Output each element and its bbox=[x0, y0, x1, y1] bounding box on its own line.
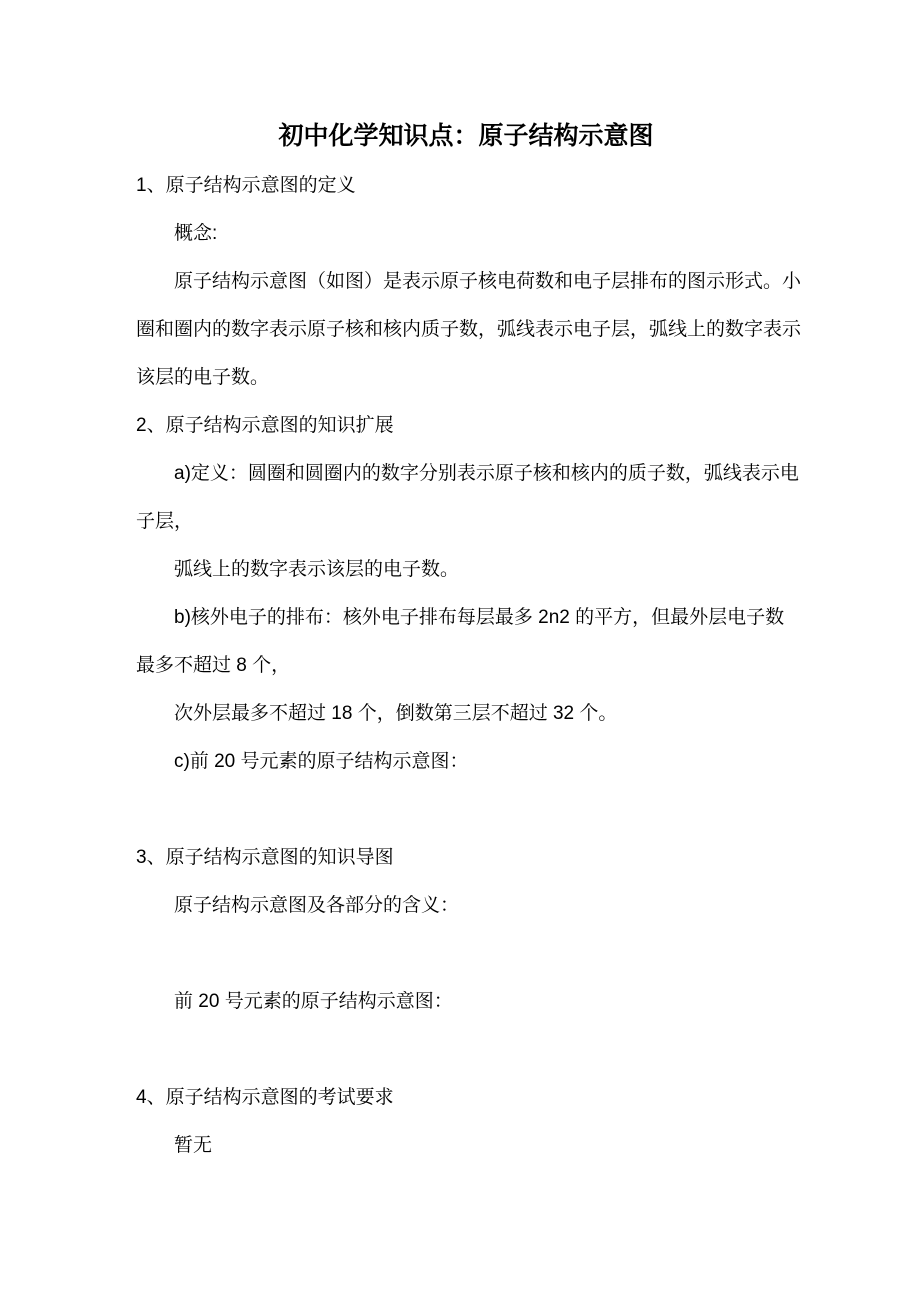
electron-arrangement-line-1: b)核外电子的排布：核外电子排布每层最多 2n2 的平方，但最外层电子数 bbox=[174, 607, 785, 628]
electron-arrangement-line-2: 最多不超过 8 个， bbox=[136, 655, 291, 676]
definition-para-line-3: 该层的电子数。 bbox=[136, 367, 270, 388]
expansion-def-line-3: 弧线上的数字表示该层的电子数。 bbox=[174, 559, 460, 580]
document-body bbox=[136, 162, 826, 1170]
section-3-heading: 3、原子结构示意图的知识导图 bbox=[136, 847, 394, 868]
section-2-heading: 2、原子结构示意图的知识扩展 bbox=[136, 415, 394, 436]
first20-elements-caption: c)前 20 号元素的原子结构示意图： bbox=[174, 751, 469, 772]
expansion-def-line-1: a)定义：圆圈和圆圈内的数字分别表示原子核和核内的质子数，弧线表示电 bbox=[174, 463, 799, 484]
no-requirement-label: 暂无 bbox=[174, 1135, 213, 1156]
concept-label: 概念: bbox=[174, 223, 218, 244]
expansion-def-line-2: 子层， bbox=[136, 511, 194, 532]
electron-arrangement-line-3: 次外层最多不超过 18 个，倒数第三层不超过 32 个。 bbox=[174, 703, 618, 724]
first20-elements-caption-2: 前 20 号元素的原子结构示意图： bbox=[174, 991, 453, 1012]
empty-line bbox=[136, 1026, 826, 1074]
section-1-heading: 1、原子结构示意图的定义 bbox=[136, 175, 356, 196]
diagram-meaning-caption: 原子结构示意图及各部分的含义： bbox=[174, 895, 460, 916]
definition-para-line-1: 原子结构示意图（如图）是表示原子核电荷数和电子层排布的图示形式。小 bbox=[174, 271, 802, 292]
page-title: 初中化学知识点：原子结构示意图 bbox=[278, 122, 654, 150]
empty-line bbox=[136, 930, 826, 978]
definition-para-line-2: 圈和圈内的数字表示原子核和核内质子数，弧线表示电子层，弧线上的数字表示 bbox=[136, 319, 802, 340]
empty-line bbox=[136, 786, 826, 834]
section-4-heading: 4、原子结构示意图的考试要求 bbox=[136, 1087, 394, 1108]
